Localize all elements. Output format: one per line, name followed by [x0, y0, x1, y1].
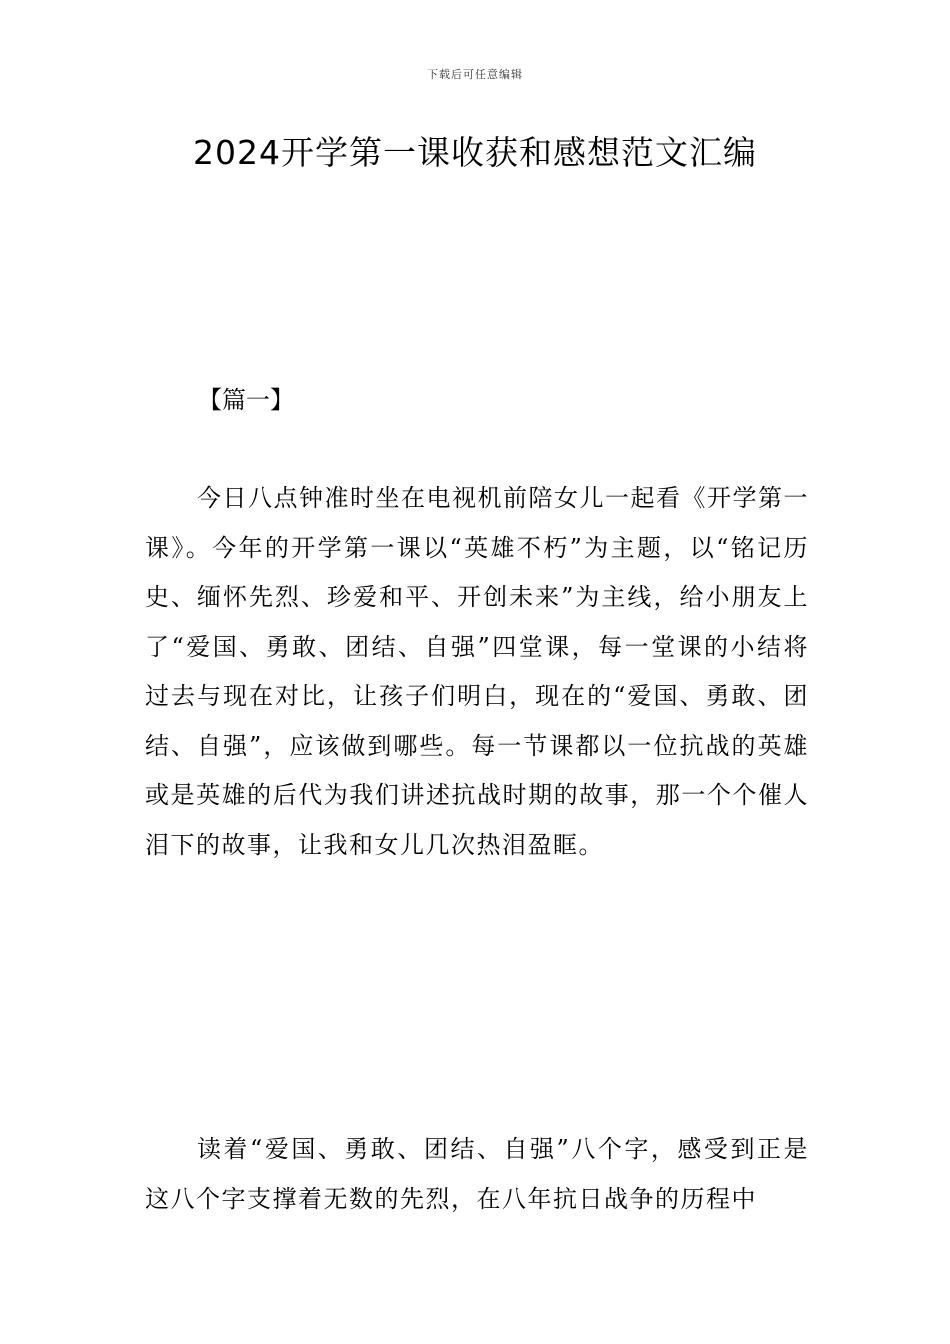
section-heading: 【篇一】: [198, 386, 294, 414]
body-paragraph: 读着“爱国、勇敢、团结、自强”八个字，感受到正是这八个字支撑着无数的先烈，在八年抗日战争的历程中: [145, 1135, 809, 1213]
document-title: 2024开学第一课收获和感想范文汇编: [193, 133, 757, 172]
body-paragraph: 今日八点钟准时坐在电视机前陪女儿一起看《开学第一课》。今年的开学第一课以“英雄不朽”为主题，以“铭记历史、缅怀先烈、珍爱和平、开创未来”为主线，给小朋友上了“爱国、勇敢、团结、自强”四堂课，每一堂课的小结将过去与现在对比，让孩子们明白，现在的“爱国、勇敢、团结、自强”，应该做到哪些。每一节课都以一位抗战的英雄或是英雄的后代为我们讲述抗战时期的故事，那一个个催人泪下的故事，让我和女儿几次热泪盈眶。: [145, 484, 809, 859]
header-note: 下载后可任意编辑: [427, 68, 523, 81]
